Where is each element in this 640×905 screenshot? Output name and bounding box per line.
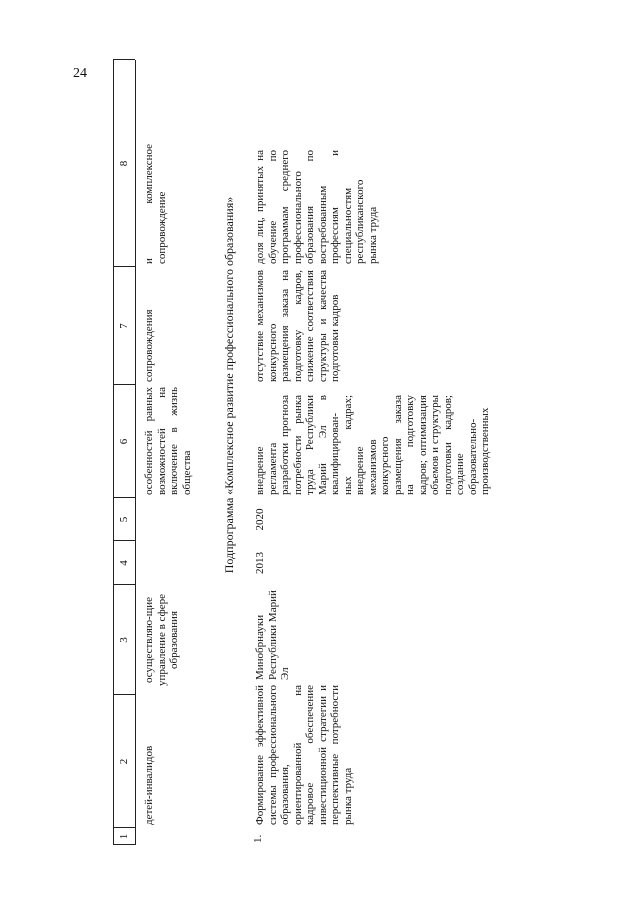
header-col-2: 2 [118,758,130,765]
header-bottom-border [135,60,136,845]
row1-col5: 2020 [254,508,266,531]
header-col-8: 8 [118,160,130,167]
prev-row-col3: осуществляю-щие управление в сфере образования [143,594,180,686]
subprogram-title: Подпрограмма «Комплексное развитие профессионального образования» [222,196,236,574]
page-number: 24 [73,66,87,81]
row1-col2: Формирование эффективной системы профессионального образования, ориентированной на кадровое обеспечение инвестиционной стратегии и перспективные потребности рынка труда [254,685,354,825]
header-col-4: 4 [118,560,130,566]
row1-col3: Минобрнауки Республики Марий Эл [254,590,291,680]
header-col-7: 7 [118,323,130,329]
prev-row-col8: и комплексное сопровождение [143,144,168,264]
header-col-3: 3 [118,637,130,643]
row1-col8: доля лиц, принятых на обучение по программам среднего профессионального образования по востребованным профессиям и специальностям республиканского рынка труда [254,150,379,264]
row1-col7: отсутствие механизмов конкурсного размещения заказа на подготовку кадров, снижение соответствия структуры и качества подготовки кадров [254,270,341,382]
prev-row-col6: особенностей равных возможностей на включение в жизнь общества [143,387,193,495]
header-col-5: 5 [118,516,130,523]
header-col-1: 1 [118,833,130,840]
header-col-6: 6 [118,438,130,445]
row1-col4: 2013 [254,552,266,574]
row1-col6: внедрение регламента разработки прогноза потребности рынка труда Республики Марий Эл в квалифицирован-ных кадрах; внедрение механизмов конкурсного размещения заказа на подготовку кадров; оптимизация объемов и структуры подготовки кадров; создание образовательно-производственных [254,395,491,495]
row1-number: 1. [252,834,264,843]
prev-row-col7: сопровождения [143,309,155,382]
prev-row-col2: детей-инвалидов [143,745,155,825]
